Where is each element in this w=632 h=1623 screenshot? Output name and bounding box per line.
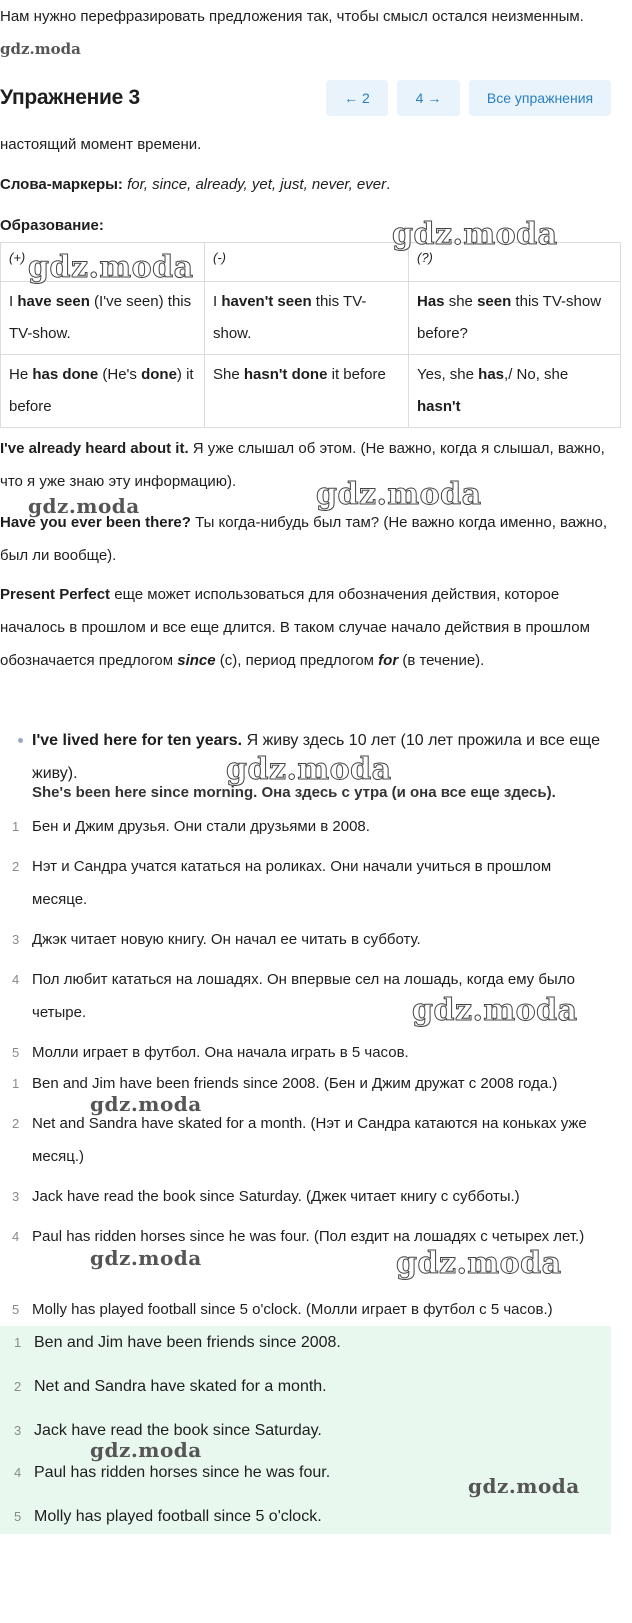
- prev-exercise-button[interactable]: ← 2: [326, 80, 388, 116]
- page-title: Упражнение 3: [0, 86, 140, 109]
- table-header-cell: (?): [409, 243, 621, 282]
- watermark: gdz.moda: [226, 752, 392, 787]
- page: Нам нужно перефразировать предложения так, чтобы смысл остался неизменным. gdz.moda Упражнение 3 ← 2 4 → Все упражнения настоящий момент времени. Слова-маркеры: for, since, already, yet, just, never, ever. Образование: (+) (-) (?) I have seen (I've seen) this TV-show. I haven't seen this TV-show. Has she seen this TV-show before? He has done (He's done) it before She hasn't done it before Yes, she has,/ No, she hasn't I've already heard about it. Я уже слышал об этом. (Не важно, когда я слышал, важно, что я уже знаю эту информацию). Have you ever been there? Ты когда-нибудь был там? (Не важно когда именно, важно, был ли вообще). Present Perfect еще может использоваться для обозначения действия, которое началось в прошлом и все еще длится. В таком случае начало действия в прошлом обозначается предлогом since (с), период предлогом for (в течение). I've lived here for ten years. Я живу здесь 10 лет (10 лет прожила и все еще живу). She's been here since morning. Она здесь с утра (и она все еще здесь). 1 Бен и Джим друзья. Они стали друзьями в 2008. 2 Нэт и Сандра учатся кататься на роликах. Они начали учиться в прошлом месяце. 3 Джэк читает новую книгу. Он начал ее читать в субботу. 4 Пол любит кататься на лошадях. Он впервые сел на лошадь, когда ему было четыре. 5 Молли играет в футбол. Она начала играть в 5 часов. 1 Ben and Jim have been friends since 2008. (Бен и Джим дружат с 2008 года.) 2 Net and Sandra have skated for a month. (Нэт и Сандра катаются на коньках уже месяц.) 3 Jack have read the book since Saturday. (Джек читает книгу с субботы.) 4 Paul has ridden horses since he was four. (Пол ездит на лошадях с четырех лет.) 5 Molly has played football since 5 o'clock. (Молли играет в футбол с 5 часов.) 1 Ben and Jim have been friends since 2008. 2 Net and Sandra have skated for a month. 3 Jack have read the book since Saturday. 4 Paul has ridden horses since he was four. 5 Molly has played football since 5 o'clock. gdz.moda gdz.moda gdz.moda gdz.moda gdz.moda gdz.moda gdz.moda gdz.moda gdz.moda gdz.moda gdz.moda: [0, 0, 632, 1623]
- table-header-cell: (-): [205, 243, 409, 282]
- example-1: I've already heard about it. Я уже слышал об этом. (Не важно, когда я слышал, важно, что я уже знаю эту информацию).: [0, 440, 605, 490]
- watermark: gdz.moda: [396, 1246, 562, 1281]
- table-row: [1, 282, 621, 355]
- next-exercise-button[interactable]: 4 →: [397, 80, 460, 116]
- formation-label: Образование:: [0, 217, 104, 234]
- clipped-line: She's been here since morning. Она здесь с утра (и она все еще здесь).: [32, 784, 556, 801]
- exercise-header: [0, 80, 632, 120]
- watermark: gdz.moda: [392, 217, 558, 252]
- table-header-cell: (+): [1, 243, 205, 282]
- watermark: gdz.moda: [90, 1246, 202, 1270]
- markers-line: Слова-маркеры: for, since, already, yet, just, never, ever.: [0, 176, 391, 193]
- table-cell: Yes, she has,/ No, she hasn't: [409, 355, 621, 428]
- intro-text: Нам нужно перефразировать предложения так, чтобы смысл остался неизменным. gdz.moda: [0, 8, 584, 58]
- table-cell: Has she seen this TV-show before?: [409, 282, 621, 355]
- table-cell: He has done (He's done) it before: [1, 355, 205, 428]
- bullet-dot: [18, 738, 23, 743]
- all-exercises-button[interactable]: Все упражнения: [469, 80, 611, 116]
- watermark: gdz.moda: [90, 1438, 202, 1462]
- watermark: gdz.moda: [316, 477, 482, 512]
- table-cell: I have seen (I've seen) this TV-show.: [1, 282, 205, 355]
- present-perfect-note: Present Perfect еще может использоваться для обозначения действия, которое началось в прошлом и все еще длится. В таком случае начало действия в прошлом обозначается предлогом since (с), период предлогом for (в течение).: [0, 586, 590, 669]
- table-row: [1, 355, 621, 428]
- watermark: gdz.moda: [28, 494, 140, 518]
- watermark: gdz.moda: [412, 993, 578, 1028]
- watermark: gdz.moda: [0, 40, 81, 58]
- table-cell: I haven't seen this TV-show.: [205, 282, 409, 355]
- table-cell: She hasn't done it before: [205, 355, 409, 428]
- theory-line: настоящий момент времени.: [0, 136, 202, 153]
- watermark: gdz.moda: [28, 250, 194, 285]
- answer-block: 1 Ben and Jim have been friends since 2008. 2 Net and Sandra have skated for a month. 3 Jack have read the book since Saturday. 4 Paul has ridden horses since he was four. 5 Molly has played football since 5 o'clock.: [0, 1326, 611, 1534]
- watermark: gdz.moda: [468, 1474, 580, 1498]
- watermark: gdz.moda: [90, 1092, 202, 1116]
- example-2: Have you ever been there? Ты когда-нибудь был там? (Не важно когда именно, важно, был ли вообще).: [0, 514, 608, 564]
